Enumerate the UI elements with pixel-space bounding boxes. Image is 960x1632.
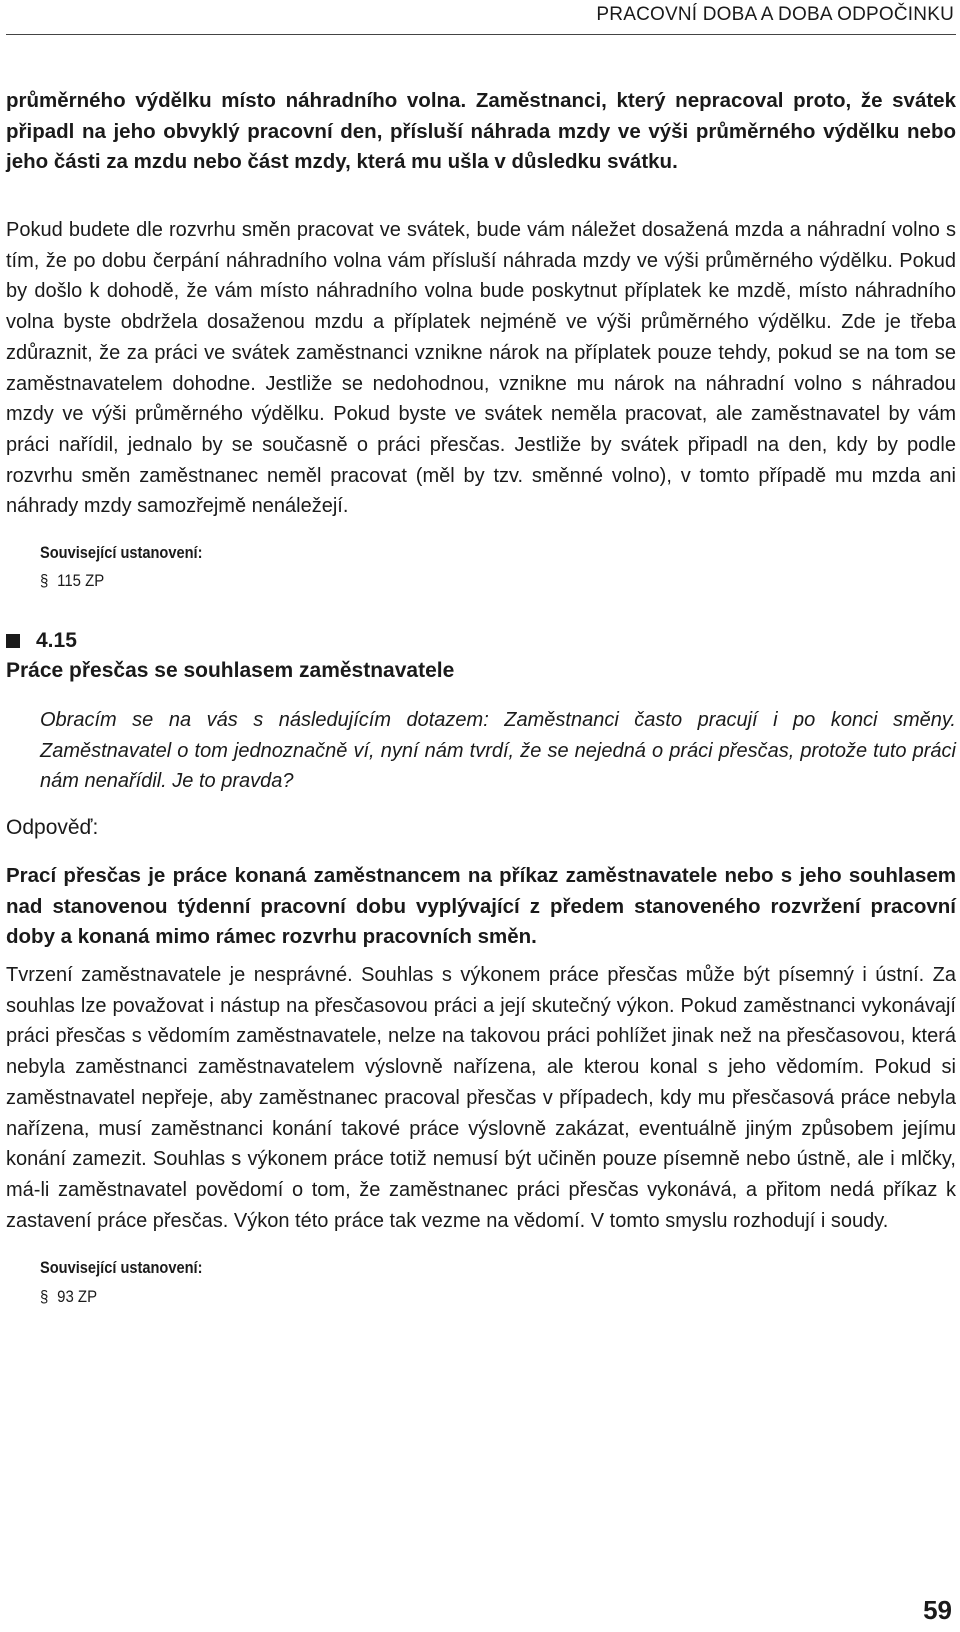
related-provision-reference-2 — [40, 1287, 876, 1307]
related-provision-reference — [40, 571, 876, 591]
page-number: 59 — [923, 1595, 952, 1625]
provision-ref-text-2: 93 ZP — [57, 1287, 98, 1306]
section-title: Práce přesčas se souhlasem zaměstnavatele — [6, 659, 455, 682]
answer-body-paragraph: Tvrzení zaměstnavatele je nesprávné. Souhlas s výkonem práce přesčas může být písemný i ústní. Za souhlas lze považovat i nástup na přesčasovou práci a její skutečný výkon. Pokud zaměstnanci vykonávají práci přesčas s vědomím zaměstnavatele, nelze na takovou práci pohlížet jinak než na přesčasovou, která nebyla zaměstnanci zaměstnavatelem výslovně nařízena, ale kterou konal s jeho vědomím. Pokud si zaměstnavatel nepřeje, aby zaměstnanec pracoval přesčas v případech, kdy mu přesčasová práce nebyla nařízena, musí zaměstnanci konání takové práce výslovně zakázat, eventuálně jiným způsobem jejímu konání zamezit. Souhlas s výkonem práce totiž nemusí být učiněn pouze písemně nebo ústně, ale i mlčky, má-li zaměstnavatel povědomí o tom, že zaměstnanec práci přesčas vykonává, a přitom nedá příkaz k zastavení práce přesčas. Výkon této práce tak vezme na vědomí. V tomto smyslu rozhodují i soudy. — [6, 964, 956, 1232]
intro-bold-paragraph: průměrného výdělku místo náhradního volna. Zaměstnanci, který nepracoval proto, že svátek připadl na jeho obvyklý pracovní den, přísluší náhrada mzdy ve výši průměrného výdělku nebo jeho části za mzdu nebo část mzdy, která mu ušla v důsledku svátku. — [6, 89, 956, 173]
provision-ref-text: 115 ZP — [57, 571, 105, 590]
related-provisions-label: Související ustanovení: — [40, 543, 203, 562]
answer-label: Odpověď: — [6, 816, 99, 839]
section-bullet-icon — [6, 634, 20, 648]
question-paragraph: Obracím se na vás s následujícím dotazem: Zaměstnanci často pracují i po konci směny. Zaměstnavatel o tom jednoznačně ví, nyní nám tvrdí, že se nejedná o práci přesčas, protože tuto práci nám nenařídil. Je to pravda? — [40, 709, 956, 793]
section-sign: § — [40, 571, 49, 590]
header-divider — [6, 34, 956, 35]
related-provisions-label-2: Související ustanovení: — [40, 1258, 203, 1277]
answer-bold-paragraph: Prací přesčas je práce konaná zaměstnancem na příkaz zaměstnavatele nebo s jeho souhlasem nad stanovenou týdenní pracovní dobu vyplývající z předem stanoveného rozvržení pracovní doby a konaná mimo rámec rozvrhu pracovních směn. — [6, 864, 956, 948]
body-paragraph-holiday: Pokud budete dle rozvrhu směn pracovat ve svátek, bude vám náležet dosažená mzda a náhradní volno s tím, že po dobu čerpání náhradního volna vám přísluší náhrada mzdy ve výši průměrného výdělku. Pokud by došlo k dohodě, že vám místo náhradního volna bude poskytnut příplatek ke mzdě, místo náhradního volna byste obdržela dosaženou mzdu a příplatek nejméně ve výši průměrného výdělku. Zde je třeba zdůraznit, že za práci ve svátek zaměstnanci vznikne nárok na příplatek pouze tehdy, pokud se na tom se zaměstnavatelem dohodne. Jestliže se nedohodnou, vznikne mu nárok na náhradní volno s náhradou mzdy ve výši průměrného výdělku. Pokud byste ve svátek neměla pracovat, ale zaměstnavatel by vám práci nařídil, jednalo by se současně o práci přesčas. Jestliže by svátek připadl na den, kdy by podle rozvrhu směn zaměstnanec neměl pracovat (měl by tzv. směnné volno), v tomto případě mu mzda ani náhrady mzdy samozřejmě nenáležejí. — [6, 219, 956, 518]
section-number: 4.15 — [36, 629, 77, 652]
section-sign-2: § — [40, 1287, 49, 1306]
running-header: PRACOVNÍ DOBA A DOBA ODPOČINKU — [596, 4, 954, 25]
section-heading-row — [6, 629, 956, 653]
